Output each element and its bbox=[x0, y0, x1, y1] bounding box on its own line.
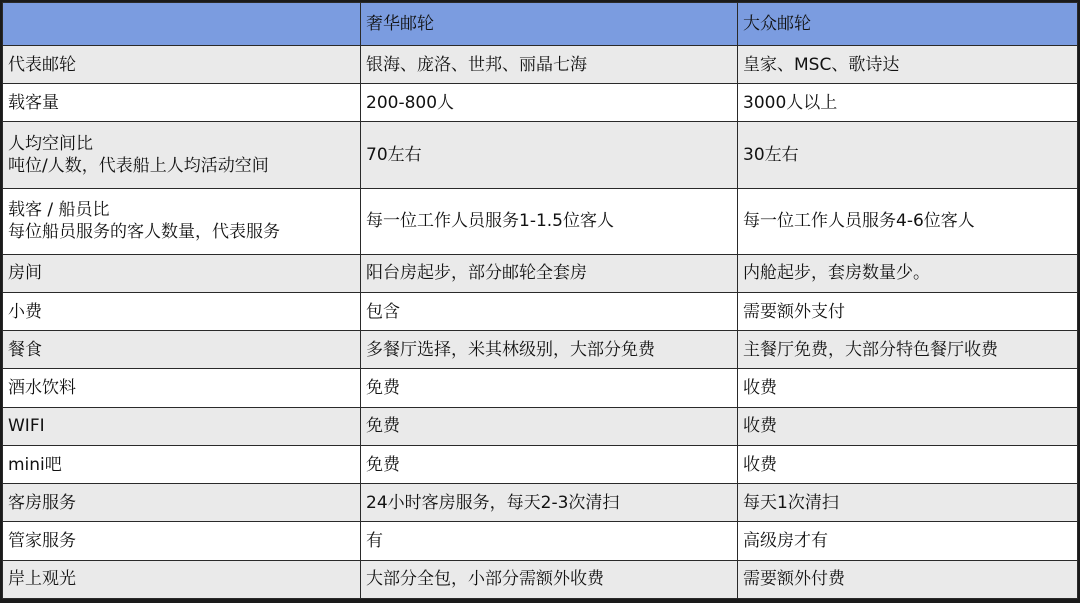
row-label-cell bbox=[3, 292, 361, 330]
luxury-cruise-cell: 大部分全包，小部分需额外收费 bbox=[361, 560, 738, 598]
row-label: 管家服务 bbox=[8, 531, 76, 551]
mass-cruise-cell: 皇家、MSC、歌诗达 bbox=[738, 46, 1078, 84]
row-label: 客房服务 bbox=[8, 492, 76, 513]
table-row bbox=[3, 46, 1078, 84]
table-row bbox=[3, 188, 1078, 254]
luxury-cruise-cell: 银海、庞洛、世邦、丽晶七海 bbox=[361, 46, 738, 84]
table-body bbox=[3, 46, 1078, 599]
table-header bbox=[3, 3, 1078, 46]
mass-cruise-cell: 30左右 bbox=[738, 122, 1078, 188]
luxury-cruise-cell: 包含 bbox=[361, 292, 738, 330]
luxury-cruise-cell: 免费 bbox=[361, 369, 738, 407]
mass-cruise-cell: 需要额外支付 bbox=[738, 292, 1078, 330]
row-label-cell bbox=[3, 522, 361, 560]
row-label-note: 吨位/人数，代表船上人均活动空间 bbox=[8, 156, 269, 177]
row-label: 岸上观光 bbox=[8, 569, 76, 590]
mass-cruise-cell: 3000人以上 bbox=[738, 84, 1078, 122]
table-row bbox=[3, 292, 1078, 330]
header-cell-mass-cruise: 大众邮轮 bbox=[738, 3, 1078, 46]
cruise-comparison-table bbox=[2, 2, 1078, 599]
row-label-cell bbox=[3, 407, 361, 445]
table-row bbox=[3, 522, 1078, 560]
header-row bbox=[3, 3, 1078, 46]
row-label: 房间 bbox=[8, 263, 42, 284]
mass-cruise-cell: 每天1次清扫 bbox=[738, 484, 1078, 522]
luxury-cruise-cell: 200-800人 bbox=[361, 84, 738, 122]
row-label-cell bbox=[3, 560, 361, 598]
row-label-cell bbox=[3, 331, 361, 369]
row-label-cell bbox=[3, 445, 361, 483]
luxury-cruise-cell: 有 bbox=[361, 522, 738, 560]
row-label-cell bbox=[3, 484, 361, 522]
mass-cruise-cell: 收费 bbox=[738, 445, 1078, 483]
row-label: 载客 / 船员比 bbox=[8, 200, 110, 221]
luxury-cruise-cell: 70左右 bbox=[361, 122, 738, 188]
row-label: 人均空间比 bbox=[8, 134, 93, 155]
luxury-cruise-cell: 免费 bbox=[361, 407, 738, 445]
row-label-cell bbox=[3, 46, 361, 84]
table-row bbox=[3, 445, 1078, 483]
table-row bbox=[3, 84, 1078, 122]
row-label: mini吧 bbox=[8, 454, 62, 475]
mass-cruise-cell: 内舱起步，套房数量少。 bbox=[738, 254, 1078, 292]
table-row bbox=[3, 254, 1078, 292]
header-cell-luxury-cruise: 奢华邮轮 bbox=[361, 3, 738, 46]
row-label: WIFI bbox=[8, 416, 45, 437]
luxury-cruise-cell: 阳台房起步，部分邮轮全套房 bbox=[361, 254, 738, 292]
row-label-cell bbox=[3, 188, 361, 254]
table-row bbox=[3, 484, 1078, 522]
luxury-cruise-cell: 24小时客房服务，每天2-3次清扫 bbox=[361, 484, 738, 522]
row-label: 酒水饮料 bbox=[8, 378, 76, 399]
mass-cruise-cell: 收费 bbox=[738, 369, 1078, 407]
row-label-note: 每位船员服务的客人数量，代表服务 bbox=[8, 222, 280, 243]
mass-cruise-cell: 每一位工作人员服务4-6位客人 bbox=[738, 188, 1078, 254]
table-row bbox=[3, 122, 1078, 188]
row-label-cell bbox=[3, 369, 361, 407]
luxury-cruise-cell: 免费 bbox=[361, 445, 738, 483]
row-label-cell bbox=[3, 254, 361, 292]
table-row bbox=[3, 369, 1078, 407]
mass-cruise-cell: 高级房才有 bbox=[738, 522, 1078, 560]
row-label: 代表邮轮 bbox=[8, 54, 76, 75]
table-row bbox=[3, 560, 1078, 598]
mass-cruise-cell: 主餐厅免费，大部分特色餐厅收费 bbox=[738, 331, 1078, 369]
row-label: 餐食 bbox=[8, 339, 42, 360]
luxury-cruise-cell: 每一位工作人员服务1-1.5位客人 bbox=[361, 188, 738, 254]
mass-cruise-cell: 需要额外付费 bbox=[738, 560, 1078, 598]
row-label: 载客量 bbox=[8, 92, 59, 113]
row-label: 小费 bbox=[8, 301, 42, 322]
row-label-cell bbox=[3, 122, 361, 188]
row-label-cell bbox=[3, 84, 361, 122]
luxury-cruise-cell: 多餐厅选择，米其林级别，大部分免费 bbox=[361, 331, 738, 369]
table-row bbox=[3, 331, 1078, 369]
table-row bbox=[3, 407, 1078, 445]
header-cell-category bbox=[3, 3, 361, 46]
mass-cruise-cell: 收费 bbox=[738, 407, 1078, 445]
